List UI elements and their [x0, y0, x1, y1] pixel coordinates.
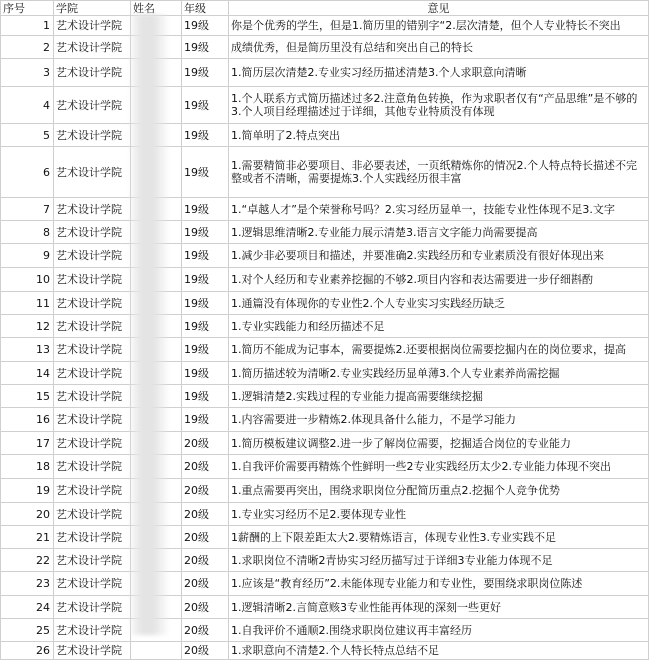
cell-opinion[interactable]: 1.求职岗位不清晰2青协实习经历描写过于详细3专业能力体现不足	[229, 549, 649, 572]
table-row	[1, 244, 649, 268]
cell-college[interactable]: 艺术设计学院	[54, 292, 131, 315]
cell-name[interactable]	[131, 124, 182, 147]
cell-college[interactable]: 艺术设计学院	[54, 124, 131, 147]
cell-college[interactable]: 艺术设计学院	[54, 408, 131, 432]
cell-name[interactable]	[131, 479, 182, 503]
cell-name[interactable]	[131, 408, 182, 432]
cell-no[interactable]: 9	[1, 244, 54, 268]
cell-name[interactable]	[131, 338, 182, 362]
cell-college[interactable]: 艺术设计学院	[54, 479, 131, 503]
table-row	[1, 147, 649, 198]
cell-opinion[interactable]: 1.简历层次清楚2.专业实习经历描述清楚3.个人求职意向清晰	[229, 59, 649, 87]
cell-opinion[interactable]: 1.自我评价需要再精炼个性鲜明一些2专业实践经历太少2.专业能力体现不突出	[229, 455, 649, 479]
table-row	[1, 408, 649, 432]
cell-opinion[interactable]: 1.重点需要再突出，围绕求职岗位分配简历重点2.挖掘个人竞争优势	[229, 479, 649, 503]
cell-name[interactable]	[131, 221, 182, 244]
cell-grade[interactable]: 19级	[182, 408, 229, 432]
cell-college[interactable]: 艺术设计学院	[54, 221, 131, 244]
cell-no[interactable]: 17	[1, 432, 54, 455]
cell-no[interactable]: 21	[1, 526, 54, 549]
cell-no[interactable]: 15	[1, 385, 54, 408]
cell-opinion[interactable]: 1.应该是“教育经历”2.未能体现专业能力和专业性，要围绕求职岗位陈述	[229, 572, 649, 596]
cell-opinion[interactable]: 成绩优秀，但是简历里没有总结和突出自己的特长	[229, 36, 649, 59]
cell-college[interactable]: 艺术设计学院	[54, 526, 131, 549]
cell-opinion[interactable]: 1.简历不能成为记事本，需要提炼2.还要根据岗位需要挖掘内在的岗位要求，提高	[229, 338, 649, 362]
table-row	[1, 619, 649, 642]
table-row	[1, 16, 649, 36]
cell-grade[interactable]: 20级	[182, 619, 229, 642]
cell-opinion[interactable]: 1.个人联系方式简历描述过多2.注意角色转换，作为求职者仅有“产品思维”是不够的3.个人项目经理描述过于详细，其他专业特质没有体现	[229, 87, 649, 124]
cell-opinion[interactable]: 1.自我评价不通顺2.围绕求职岗位建议再丰富经历	[229, 619, 649, 642]
cell-grade[interactable]: 20级	[182, 455, 229, 479]
cell-no[interactable]: 24	[1, 596, 54, 619]
cell-college[interactable]: 艺术设计学院	[54, 244, 131, 268]
table-row	[1, 268, 649, 292]
table-row	[1, 572, 649, 596]
cell-college[interactable]: 艺术设计学院	[54, 385, 131, 408]
table-row	[1, 455, 649, 479]
cell-grade[interactable]: 19级	[182, 87, 229, 124]
cell-name[interactable]	[131, 292, 182, 315]
cell-grade[interactable]: 20级	[182, 572, 229, 596]
cell-no[interactable]: 1	[1, 16, 54, 36]
cell-opinion[interactable]: 你是个优秀的学生，但是1.简历里的错别字“2.层次清楚，但个人专业特长不突出	[229, 16, 649, 36]
cell-opinion[interactable]: 1.通篇没有体现你的专业性2.个人专业实习实践经历缺乏	[229, 292, 649, 315]
cell-opinion[interactable]: 1.需要精简非必要项目、非必要表述，一页纸精炼你的情况2.个人特点特长描述不完整或者不清晰，需要提炼3.个人实践经历很丰富	[229, 147, 649, 198]
cell-opinion[interactable]: 1.专业实践能力和经历描述不足	[229, 315, 649, 338]
cell-opinion[interactable]: 1.减少非必要项目和描述，并要准确2.实践经历和专业素质没有很好体现出来	[229, 244, 649, 268]
cell-no[interactable]: 22	[1, 549, 54, 572]
cell-grade[interactable]: 19级	[182, 315, 229, 338]
cell-opinion[interactable]: 1.逻辑清楚2.实践过程的专业能力提高需要继续挖掘	[229, 385, 649, 408]
cell-name[interactable]	[131, 596, 182, 619]
cell-college[interactable]: 艺术设计学院	[54, 36, 131, 59]
cell-no[interactable]: 16	[1, 408, 54, 432]
table-row	[1, 198, 649, 221]
cell-no[interactable]: 23	[1, 572, 54, 596]
table-row	[1, 124, 649, 147]
cell-name[interactable]	[131, 642, 182, 660]
cell-name[interactable]	[131, 315, 182, 338]
cell-name[interactable]	[131, 455, 182, 479]
table-row	[1, 338, 649, 362]
cell-opinion[interactable]: 1.专业实习经历不足2.要体现专业性	[229, 503, 649, 526]
table-row	[1, 549, 649, 572]
cell-grade[interactable]: 19级	[182, 198, 229, 221]
cell-college[interactable]: 艺术设计学院	[54, 642, 131, 660]
cell-no[interactable]: 19	[1, 479, 54, 503]
cell-college[interactable]: 艺术设计学院	[54, 338, 131, 362]
cell-college[interactable]: 艺术设计学院	[54, 87, 131, 124]
cell-college[interactable]: 艺术设计学院	[54, 455, 131, 479]
cell-name[interactable]	[131, 36, 182, 59]
header-name[interactable]: 姓名	[131, 1, 182, 16]
cell-no[interactable]: 11	[1, 292, 54, 315]
cell-grade[interactable]: 20级	[182, 549, 229, 572]
cell-college[interactable]: 艺术设计学院	[54, 596, 131, 619]
table-row	[1, 642, 649, 660]
cell-college[interactable]: 艺术设计学院	[54, 503, 131, 526]
cell-college[interactable]: 艺术设计学院	[54, 59, 131, 87]
cell-grade[interactable]: 19级	[182, 147, 229, 198]
table-row	[1, 315, 649, 338]
table-row	[1, 432, 649, 455]
cell-college[interactable]: 艺术设计学院	[54, 198, 131, 221]
cell-opinion[interactable]: 1.对个人经历和专业素养挖掘的不够2.项目内容和表达需要进一步仔细斟酌	[229, 268, 649, 292]
header-row	[1, 1, 649, 16]
cell-name[interactable]	[131, 16, 182, 36]
cell-no[interactable]: 3	[1, 59, 54, 87]
cell-college[interactable]: 艺术设计学院	[54, 549, 131, 572]
cell-opinion[interactable]: 1.简历描述较为清晰2.专业实践经历显单薄3.个人专业素养尚需挖掘	[229, 362, 649, 385]
cell-college[interactable]: 艺术设计学院	[54, 572, 131, 596]
cell-opinion[interactable]: 1.简历模板建议调整2.进一步了解岗位需要，挖掘适合岗位的专业能力	[229, 432, 649, 455]
cell-no[interactable]: 25	[1, 619, 54, 642]
cell-grade[interactable]: 19级	[182, 338, 229, 362]
cell-name[interactable]	[131, 59, 182, 87]
cell-opinion[interactable]: 1.逻辑清晰2.言简意赅3专业性能再体现的深刻一些更好	[229, 596, 649, 619]
table-row	[1, 385, 649, 408]
cell-no[interactable]: 20	[1, 503, 54, 526]
cell-grade[interactable]: 19级	[182, 59, 229, 87]
cell-grade[interactable]: 19级	[182, 244, 229, 268]
cell-grade[interactable]: 19级	[182, 221, 229, 244]
cell-name[interactable]	[131, 526, 182, 549]
cell-grade[interactable]: 20级	[182, 526, 229, 549]
cell-opinion[interactable]: 1.求职意向不清楚2.个人特长特点总结不足	[229, 642, 649, 660]
cell-college[interactable]: 艺术设计学院	[54, 619, 131, 642]
table-row	[1, 596, 649, 619]
cell-no[interactable]: 14	[1, 362, 54, 385]
table-row	[1, 36, 649, 59]
header-college[interactable]: 学院	[54, 1, 131, 16]
cell-no[interactable]: 4	[1, 87, 54, 124]
cell-no[interactable]: 26	[1, 642, 54, 660]
cell-grade[interactable]: 19级	[182, 16, 229, 36]
cell-name[interactable]	[131, 385, 182, 408]
cell-college[interactable]: 艺术设计学院	[54, 147, 131, 198]
cell-name[interactable]	[131, 432, 182, 455]
cell-opinion[interactable]: 1薪酬的上下限差距太大2.要精炼语言，体现专业性3.专业实践不足	[229, 526, 649, 549]
cell-grade[interactable]: 20级	[182, 642, 229, 660]
cell-name[interactable]	[131, 147, 182, 198]
cell-college[interactable]: 艺术设计学院	[54, 432, 131, 455]
cell-no[interactable]: 7	[1, 198, 54, 221]
table-row	[1, 503, 649, 526]
cell-no[interactable]: 2	[1, 36, 54, 59]
cell-grade[interactable]: 20级	[182, 596, 229, 619]
cell-grade[interactable]: 19级	[182, 36, 229, 59]
cell-college[interactable]: 艺术设计学院	[54, 16, 131, 36]
cell-name[interactable]	[131, 572, 182, 596]
cell-opinion[interactable]: 1.简单明了2.特点突出	[229, 124, 649, 147]
cell-opinion[interactable]: 1.“卓越人才”是个荣誉称号吗？2.实习经历显单一，技能专业性体现不足3.文字	[229, 198, 649, 221]
cell-no[interactable]: 10	[1, 268, 54, 292]
table-row	[1, 479, 649, 503]
cell-no[interactable]: 8	[1, 221, 54, 244]
cell-no[interactable]: 18	[1, 455, 54, 479]
header-grade[interactable]: 年级	[182, 1, 229, 16]
cell-no[interactable]: 12	[1, 315, 54, 338]
cell-grade[interactable]: 19级	[182, 268, 229, 292]
cell-name[interactable]	[131, 549, 182, 572]
cell-no[interactable]: 5	[1, 124, 54, 147]
cell-name[interactable]	[131, 244, 182, 268]
table-row	[1, 526, 649, 549]
cell-college[interactable]: 艺术设计学院	[54, 362, 131, 385]
cell-no[interactable]: 6	[1, 147, 54, 198]
table-row	[1, 87, 649, 124]
cell-name[interactable]	[131, 198, 182, 221]
cell-name[interactable]	[131, 268, 182, 292]
header-no[interactable]: 序号	[1, 1, 54, 16]
cell-no[interactable]: 13	[1, 338, 54, 362]
cell-grade[interactable]: 19级	[182, 385, 229, 408]
cell-grade[interactable]: 19级	[182, 362, 229, 385]
cell-grade[interactable]: 19级	[182, 292, 229, 315]
table-row	[1, 59, 649, 87]
table-row	[1, 362, 649, 385]
cell-grade[interactable]: 20级	[182, 432, 229, 455]
cell-name[interactable]	[131, 619, 182, 642]
header-opinion[interactable]: 意见	[229, 1, 649, 16]
cell-college[interactable]: 艺术设计学院	[54, 315, 131, 338]
cell-name[interactable]	[131, 362, 182, 385]
cell-grade[interactable]: 19级	[182, 124, 229, 147]
cell-name[interactable]	[131, 503, 182, 526]
table-row	[1, 221, 649, 244]
table-row	[1, 292, 649, 315]
cell-grade[interactable]: 20级	[182, 479, 229, 503]
cell-opinion[interactable]: 1.内容需要进一步精炼2.体现具备什么能力，不是学习能力	[229, 408, 649, 432]
cell-college[interactable]: 艺术设计学院	[54, 268, 131, 292]
cell-grade[interactable]: 20级	[182, 503, 229, 526]
cell-name[interactable]	[131, 87, 182, 124]
cell-opinion[interactable]: 1.逻辑思维清晰2.专业能力展示清楚3.语言文字能力尚需要提高	[229, 221, 649, 244]
